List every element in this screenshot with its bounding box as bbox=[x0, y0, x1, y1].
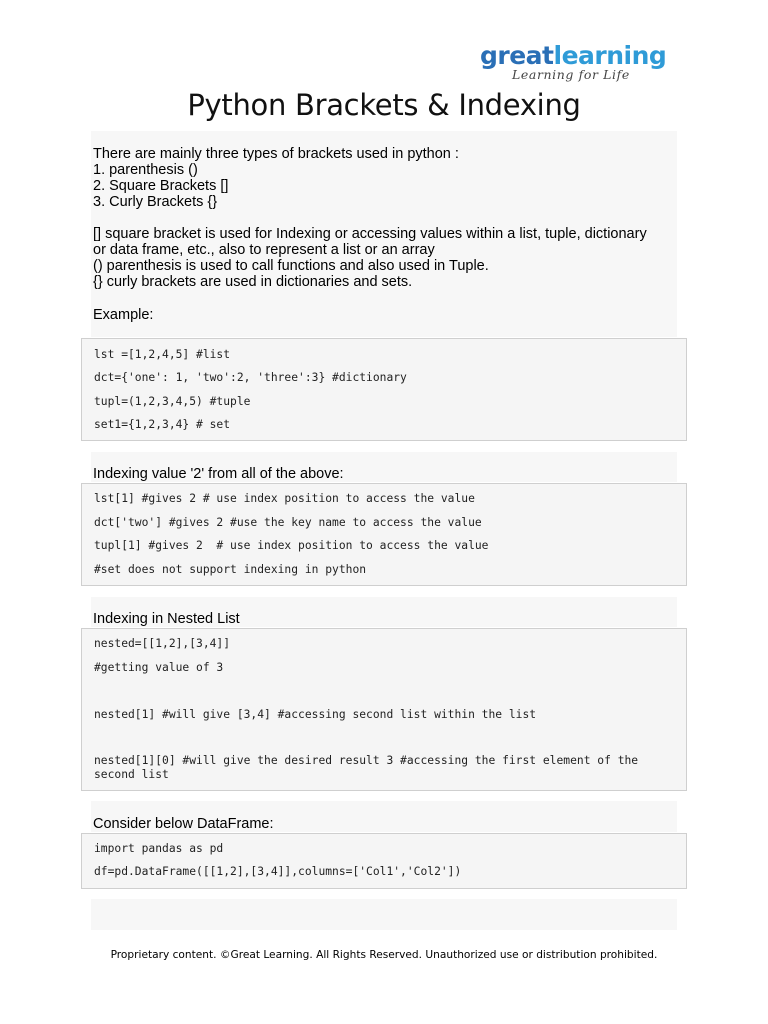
nested-label: Indexing in Nested List bbox=[93, 611, 240, 627]
explanation-line-4: {} curly brackets are used in dictionaries and sets. bbox=[93, 274, 413, 290]
code-line: second list bbox=[94, 768, 169, 781]
logo-learning: learning bbox=[553, 41, 667, 70]
explanation-line-2: or data frame, etc., also to represent a list or an array bbox=[93, 242, 435, 258]
logo-wordmark bbox=[480, 42, 680, 70]
code-line: tupl[1] #gives 2 # use index position to access the value bbox=[94, 539, 489, 552]
code-line: lst =[1,2,4,5] #list bbox=[94, 348, 231, 361]
code-line: lst[1] #gives 2 # use index position to access the value bbox=[94, 492, 475, 505]
example-label: Example: bbox=[93, 307, 154, 323]
code-block-nested bbox=[81, 628, 687, 791]
code-block-dataframe bbox=[81, 833, 687, 889]
code-line: #getting value of 3 bbox=[94, 661, 224, 674]
greatlearning-logo bbox=[480, 42, 680, 84]
code-line: set1={1,2,3,4} # set bbox=[94, 418, 231, 431]
code-line: df=pd.DataFrame([[1,2],[3,4]],columns=['Col1','Col2']) bbox=[94, 865, 462, 878]
code-line: dct['two'] #gives 2 #use the key name to access the value bbox=[94, 516, 482, 529]
empty-panel bbox=[91, 899, 677, 930]
indexing-label: Indexing value '2' from all of the above: bbox=[93, 466, 344, 482]
code-line: #set does not support indexing in python bbox=[94, 563, 367, 576]
intro-line-2: 1. parenthesis () bbox=[93, 162, 198, 178]
intro-line-3: 2. Square Brackets [] bbox=[93, 178, 229, 194]
code-line: dct={'one': 1, 'two':2, 'three':3} #dictionary bbox=[94, 371, 407, 384]
code-line: nested=[[1,2],[3,4]] bbox=[94, 637, 231, 650]
explanation-line-3: () parenthesis is used to call functions and also used in Tuple. bbox=[93, 258, 489, 274]
explanation-line-1: [] square bracket is used for Indexing or accessing values within a list, tuple, dictionary bbox=[93, 226, 647, 242]
logo-tagline: Learning for Life bbox=[512, 67, 630, 82]
page-title: Python Brackets & Indexing bbox=[187, 88, 581, 122]
logo-great: great bbox=[480, 41, 554, 70]
code-line: nested[1] #will give [3,4] #accessing second list within the list bbox=[94, 708, 537, 721]
intro-line-1: There are mainly three types of brackets used in python : bbox=[93, 146, 459, 162]
intro-line-4: 3. Curly Brackets {} bbox=[93, 194, 218, 210]
code-block-indexing bbox=[81, 483, 687, 586]
code-block-definitions bbox=[81, 338, 687, 441]
dataframe-label: Consider below DataFrame: bbox=[93, 816, 274, 832]
footer-copyright: Proprietary content. ©Great Learning. All Rights Reserved. Unauthorized use or distribution prohibited. bbox=[110, 949, 658, 961]
code-line: nested[1][0] #will give the desired result 3 #accessing the first element of the bbox=[94, 754, 639, 767]
code-line: import pandas as pd bbox=[94, 842, 224, 855]
code-line: tupl=(1,2,3,4,5) #tuple bbox=[94, 395, 251, 408]
